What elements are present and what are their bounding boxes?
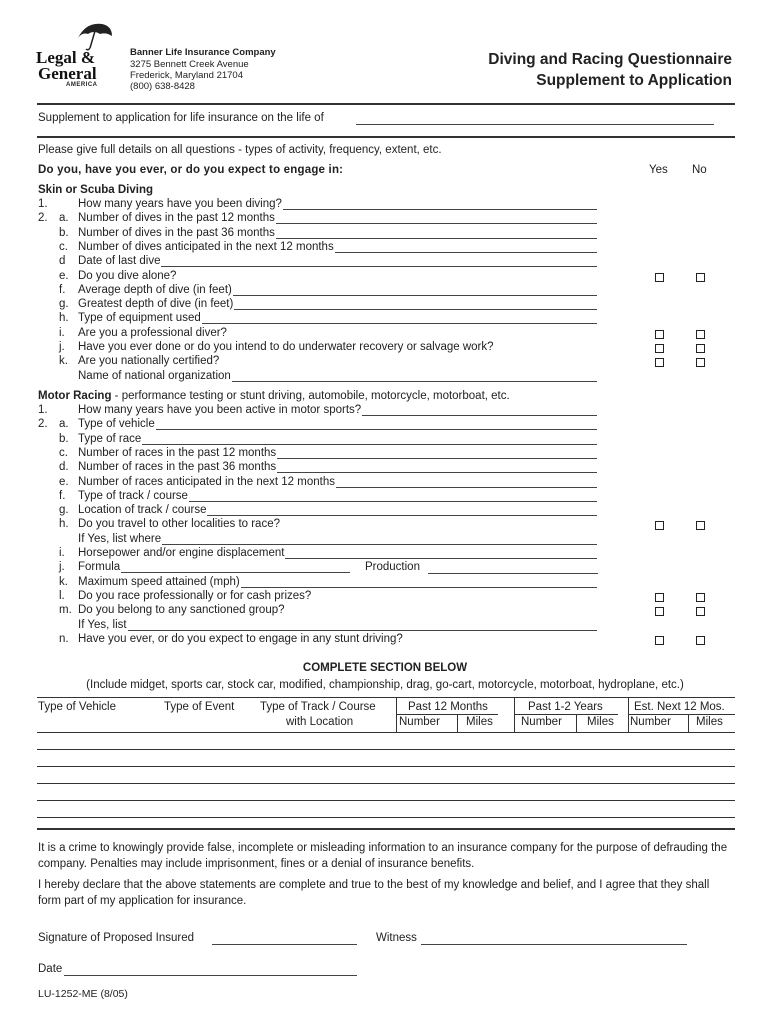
- col-track1: Type of Track / Course: [260, 701, 376, 713]
- racing-question-text: Number of races anticipated in the next 12 months: [78, 475, 335, 488]
- section-below-subtitle: (Include midget, sports car, stock car, modified, championship, drag, go-cart, motorcycle, motorboat, hydroplane, etc.): [86, 679, 684, 691]
- subheader-rule-2: [514, 714, 618, 715]
- racing-yes-checkbox[interactable]: [655, 521, 664, 530]
- racing-question-text: Type of vehicle: [78, 418, 155, 431]
- racing-question-text: Maximum speed attained (mph): [78, 575, 240, 588]
- racing-question-text: Number of races in the past 36 months: [78, 461, 277, 474]
- yes-header: Yes: [649, 164, 668, 176]
- racing-answer-field[interactable]: [241, 587, 597, 588]
- racing-question-text: Do you belong to any sanctioned group?: [78, 604, 285, 617]
- sub-number-1: Number: [399, 716, 440, 728]
- racing-question-text: Horsepower and/or engine displacement: [78, 547, 285, 559]
- diving-question-text: Number of dives in the past 36 months: [78, 226, 275, 239]
- racing-heading-row: [38, 390, 510, 402]
- racing-question-text: Formula: [78, 561, 121, 574]
- racing-answer-field[interactable]: [285, 558, 597, 559]
- table-row-line[interactable]: [37, 800, 735, 801]
- subheader-rule-1: [396, 714, 498, 715]
- col-vehicle: Type of Vehicle: [38, 701, 116, 713]
- company-phone: (800) 638-8428: [130, 81, 195, 92]
- diving-no-checkbox[interactable]: [696, 358, 705, 367]
- diving-yes-checkbox[interactable]: [655, 344, 664, 353]
- table-row-line[interactable]: [37, 766, 735, 767]
- racing-answer-field[interactable]: [128, 630, 597, 631]
- racing-answer-field[interactable]: [362, 415, 597, 416]
- fraud-warning: It is a crime to knowingly provide false, incomplete or misleading information to an insurance company for the purpose of defrauding the company. Penalties may include imprisonment, fines or a denial of insurance benefits.: [38, 842, 728, 870]
- racing-no-checkbox[interactable]: [696, 593, 705, 602]
- racing-no-checkbox[interactable]: [696, 607, 705, 616]
- header-rule: [37, 103, 735, 105]
- racing-answer-field[interactable]: [277, 458, 597, 459]
- sub-number-3: Number: [630, 716, 671, 728]
- racing-letter: k.: [59, 575, 68, 588]
- racing-yes-checkbox[interactable]: [655, 636, 664, 645]
- col-divider-6: [688, 714, 689, 732]
- col-divider-5: [628, 698, 629, 732]
- racing-question-text: Number of races in the past 12 months: [78, 446, 277, 459]
- diving-letter: a.: [59, 212, 69, 225]
- witness-label: Witness: [376, 932, 417, 944]
- diving-question-text: Average depth of dive (in feet): [78, 283, 232, 296]
- date-label: Date: [38, 963, 63, 975]
- diving-question-text: Are you nationally certified?: [78, 355, 220, 368]
- production-field[interactable]: [428, 573, 598, 574]
- col-divider-2: [457, 714, 458, 732]
- diving-answer-field[interactable]: [233, 295, 597, 296]
- racing-answer-field[interactable]: [189, 501, 597, 502]
- diving-question-text: Number of dives in the past 12 months: [78, 212, 275, 225]
- racing-no-checkbox[interactable]: [696, 521, 705, 530]
- form-title: Diving and Racing Questionnaire: [488, 51, 732, 68]
- col-past12: Past 12 Months: [408, 701, 488, 713]
- diving-letter: g.: [59, 298, 69, 311]
- table-bottom-rule: [37, 828, 735, 830]
- diving-question-text: Do you dive alone?: [78, 269, 177, 282]
- witness-field[interactable]: [421, 944, 687, 945]
- racing-number: 2.: [38, 418, 48, 431]
- company-name: Banner Life Insurance Company: [130, 47, 276, 58]
- diving-letter: h.: [59, 312, 69, 325]
- logo-sub: AMERICA: [66, 82, 98, 88]
- diving-question-text: Number of dives anticipated in the next 12 months: [78, 240, 334, 253]
- racing-yes-checkbox[interactable]: [655, 607, 664, 616]
- diving-letter: f.: [59, 283, 66, 296]
- production-label: Production: [365, 561, 420, 573]
- racing-question-text: Location of track / course: [78, 504, 207, 517]
- racing-answer-field[interactable]: [277, 472, 597, 473]
- col-event: Type of Event: [164, 701, 235, 713]
- diving-answer-field[interactable]: [335, 252, 597, 253]
- racing-answer-field[interactable]: [121, 572, 350, 573]
- racing-letter: d.: [59, 461, 69, 474]
- form-id: LU-1252-ME (8/05): [38, 988, 128, 1000]
- racing-letter: c.: [59, 446, 68, 459]
- logo-line2: General: [38, 64, 97, 83]
- racing-answer-field[interactable]: [162, 544, 597, 545]
- racing-question-text: Do you race professionally or for cash prizes?: [78, 589, 312, 602]
- racing-letter: n.: [59, 632, 69, 645]
- diving-yes-checkbox[interactable]: [655, 358, 664, 367]
- sub-miles-2: Miles: [587, 716, 614, 728]
- diving-letter: k.: [59, 355, 68, 368]
- racing-answer-field[interactable]: [142, 444, 597, 445]
- racing-letter: h.: [59, 518, 69, 531]
- declaration: I hereby declare that the above statements are complete and true to the best of my knowledge and belief, and I agree that they shall form part of my application for insurance.: [38, 879, 710, 907]
- logo-line1: Legal &: [36, 48, 96, 67]
- main-question: Do you, have you ever, or do you expect to engage in:: [38, 164, 344, 176]
- col-track2: with Location: [286, 716, 354, 728]
- diving-yes-checkbox[interactable]: [655, 273, 664, 282]
- racing-question-text: Have you ever, or do you expect to engage in any stunt driving?: [78, 632, 403, 645]
- racing-question-text: Type of race: [78, 432, 142, 445]
- col-divider-3: [514, 698, 515, 732]
- diving-question-text: Greatest depth of dive (in feet): [78, 298, 234, 311]
- racing-answer-field[interactable]: [156, 429, 597, 430]
- racing-letter: f.: [59, 489, 66, 502]
- diving-heading: Skin or Scuba Diving: [38, 184, 154, 196]
- section-below-title: COMPLETE SECTION BELOW: [302, 662, 468, 674]
- racing-letter: m.: [59, 604, 72, 617]
- table-row-line[interactable]: [37, 817, 735, 818]
- table-row-line: [37, 732, 735, 733]
- company-address2: Frederick, Maryland 21704: [130, 70, 243, 81]
- diving-no-checkbox[interactable]: [696, 344, 705, 353]
- racing-letter: j.: [59, 561, 65, 574]
- racing-answer-field[interactable]: [207, 515, 597, 516]
- diving-answer-field[interactable]: [234, 309, 597, 310]
- table-row-line[interactable]: [37, 749, 735, 750]
- signature-field[interactable]: [212, 944, 357, 945]
- table-row-line[interactable]: [37, 783, 735, 784]
- diving-yes-checkbox[interactable]: [655, 330, 664, 339]
- form-subtitle: Supplement to Application: [536, 72, 732, 89]
- racing-answer-field[interactable]: [336, 487, 597, 488]
- sub-miles-3: Miles: [696, 716, 723, 728]
- diving-no-checkbox[interactable]: [696, 330, 705, 339]
- racing-no-checkbox[interactable]: [696, 636, 705, 645]
- insured-name-field[interactable]: [356, 124, 714, 125]
- racing-letter: i.: [59, 547, 65, 559]
- diving-letter: d: [59, 255, 66, 268]
- diving-question-text: Have you ever done or do you intend to do underwater recovery or salvage work?: [78, 341, 494, 353]
- diving-answer-field[interactable]: [283, 209, 597, 210]
- racing-question-text: If Yes, list: [78, 618, 127, 631]
- col-divider-4: [576, 714, 577, 732]
- company-address1: 3275 Bennett Creek Avenue: [130, 59, 249, 70]
- racing-heading: Motor Racing: [38, 390, 112, 402]
- racing-letter: a.: [59, 418, 69, 431]
- sub-miles-1: Miles: [466, 716, 493, 728]
- diving-letter: b.: [59, 226, 69, 239]
- diving-letter: c.: [59, 240, 68, 253]
- racing-heading-desc: - performance testing or stunt driving, automobile, motorcycle, motorboat, etc.: [111, 390, 510, 402]
- racing-letter: l.: [59, 589, 65, 602]
- diving-answer-field[interactable]: [202, 323, 597, 324]
- racing-letter: e.: [59, 475, 69, 488]
- logo: [36, 24, 116, 94]
- supplement-label: Supplement to application for life insurance on the life of: [38, 112, 324, 124]
- diving-no-checkbox[interactable]: [696, 273, 705, 282]
- sub-number-2: Number: [521, 716, 562, 728]
- diving-answer-field[interactable]: [161, 266, 597, 267]
- diving-question-text: Name of national organization: [78, 369, 231, 382]
- racing-question-text: Do you travel to other localities to race?: [78, 518, 280, 531]
- signature-label: Signature of Proposed Insured: [38, 932, 194, 944]
- diving-question-text: How many years have you been diving?: [78, 198, 282, 210]
- racing-letter: g.: [59, 504, 69, 517]
- diving-question-text: Date of last dive: [78, 255, 161, 268]
- no-header: No: [692, 164, 707, 176]
- subheader-rule-3: [628, 714, 735, 715]
- racing-question-text: Type of track / course: [78, 489, 188, 502]
- date-field[interactable]: [64, 975, 357, 976]
- diving-answer-field[interactable]: [232, 381, 597, 382]
- racing-yes-checkbox[interactable]: [655, 593, 664, 602]
- col-divider-1: [396, 698, 397, 732]
- col-past12y: Past 1-2 Years: [528, 701, 603, 713]
- racing-letter: b.: [59, 432, 69, 445]
- diving-question-text: Type of equipment used: [78, 312, 201, 325]
- diving-answer-field[interactable]: [276, 238, 597, 239]
- diving-answer-field[interactable]: [276, 223, 597, 224]
- racing-question-text: How many years have you been active in motor sports?: [78, 404, 362, 416]
- racing-number: 1.: [38, 404, 48, 416]
- col-next12: Est. Next 12 Mos.: [634, 701, 725, 713]
- diving-number: 1.: [38, 198, 48, 210]
- section-rule: [37, 136, 735, 138]
- diving-number: 2.: [38, 212, 48, 225]
- table-top-rule: [37, 697, 735, 698]
- instructions: Please give full details on all questions - types of activity, frequency, extent, etc.: [38, 144, 442, 156]
- racing-question-text: If Yes, list where: [78, 532, 162, 545]
- diving-letter: i.: [59, 326, 65, 339]
- diving-letter: j.: [59, 341, 65, 353]
- diving-question-text: Are you a professional diver?: [78, 326, 227, 339]
- diving-letter: e.: [59, 269, 69, 282]
